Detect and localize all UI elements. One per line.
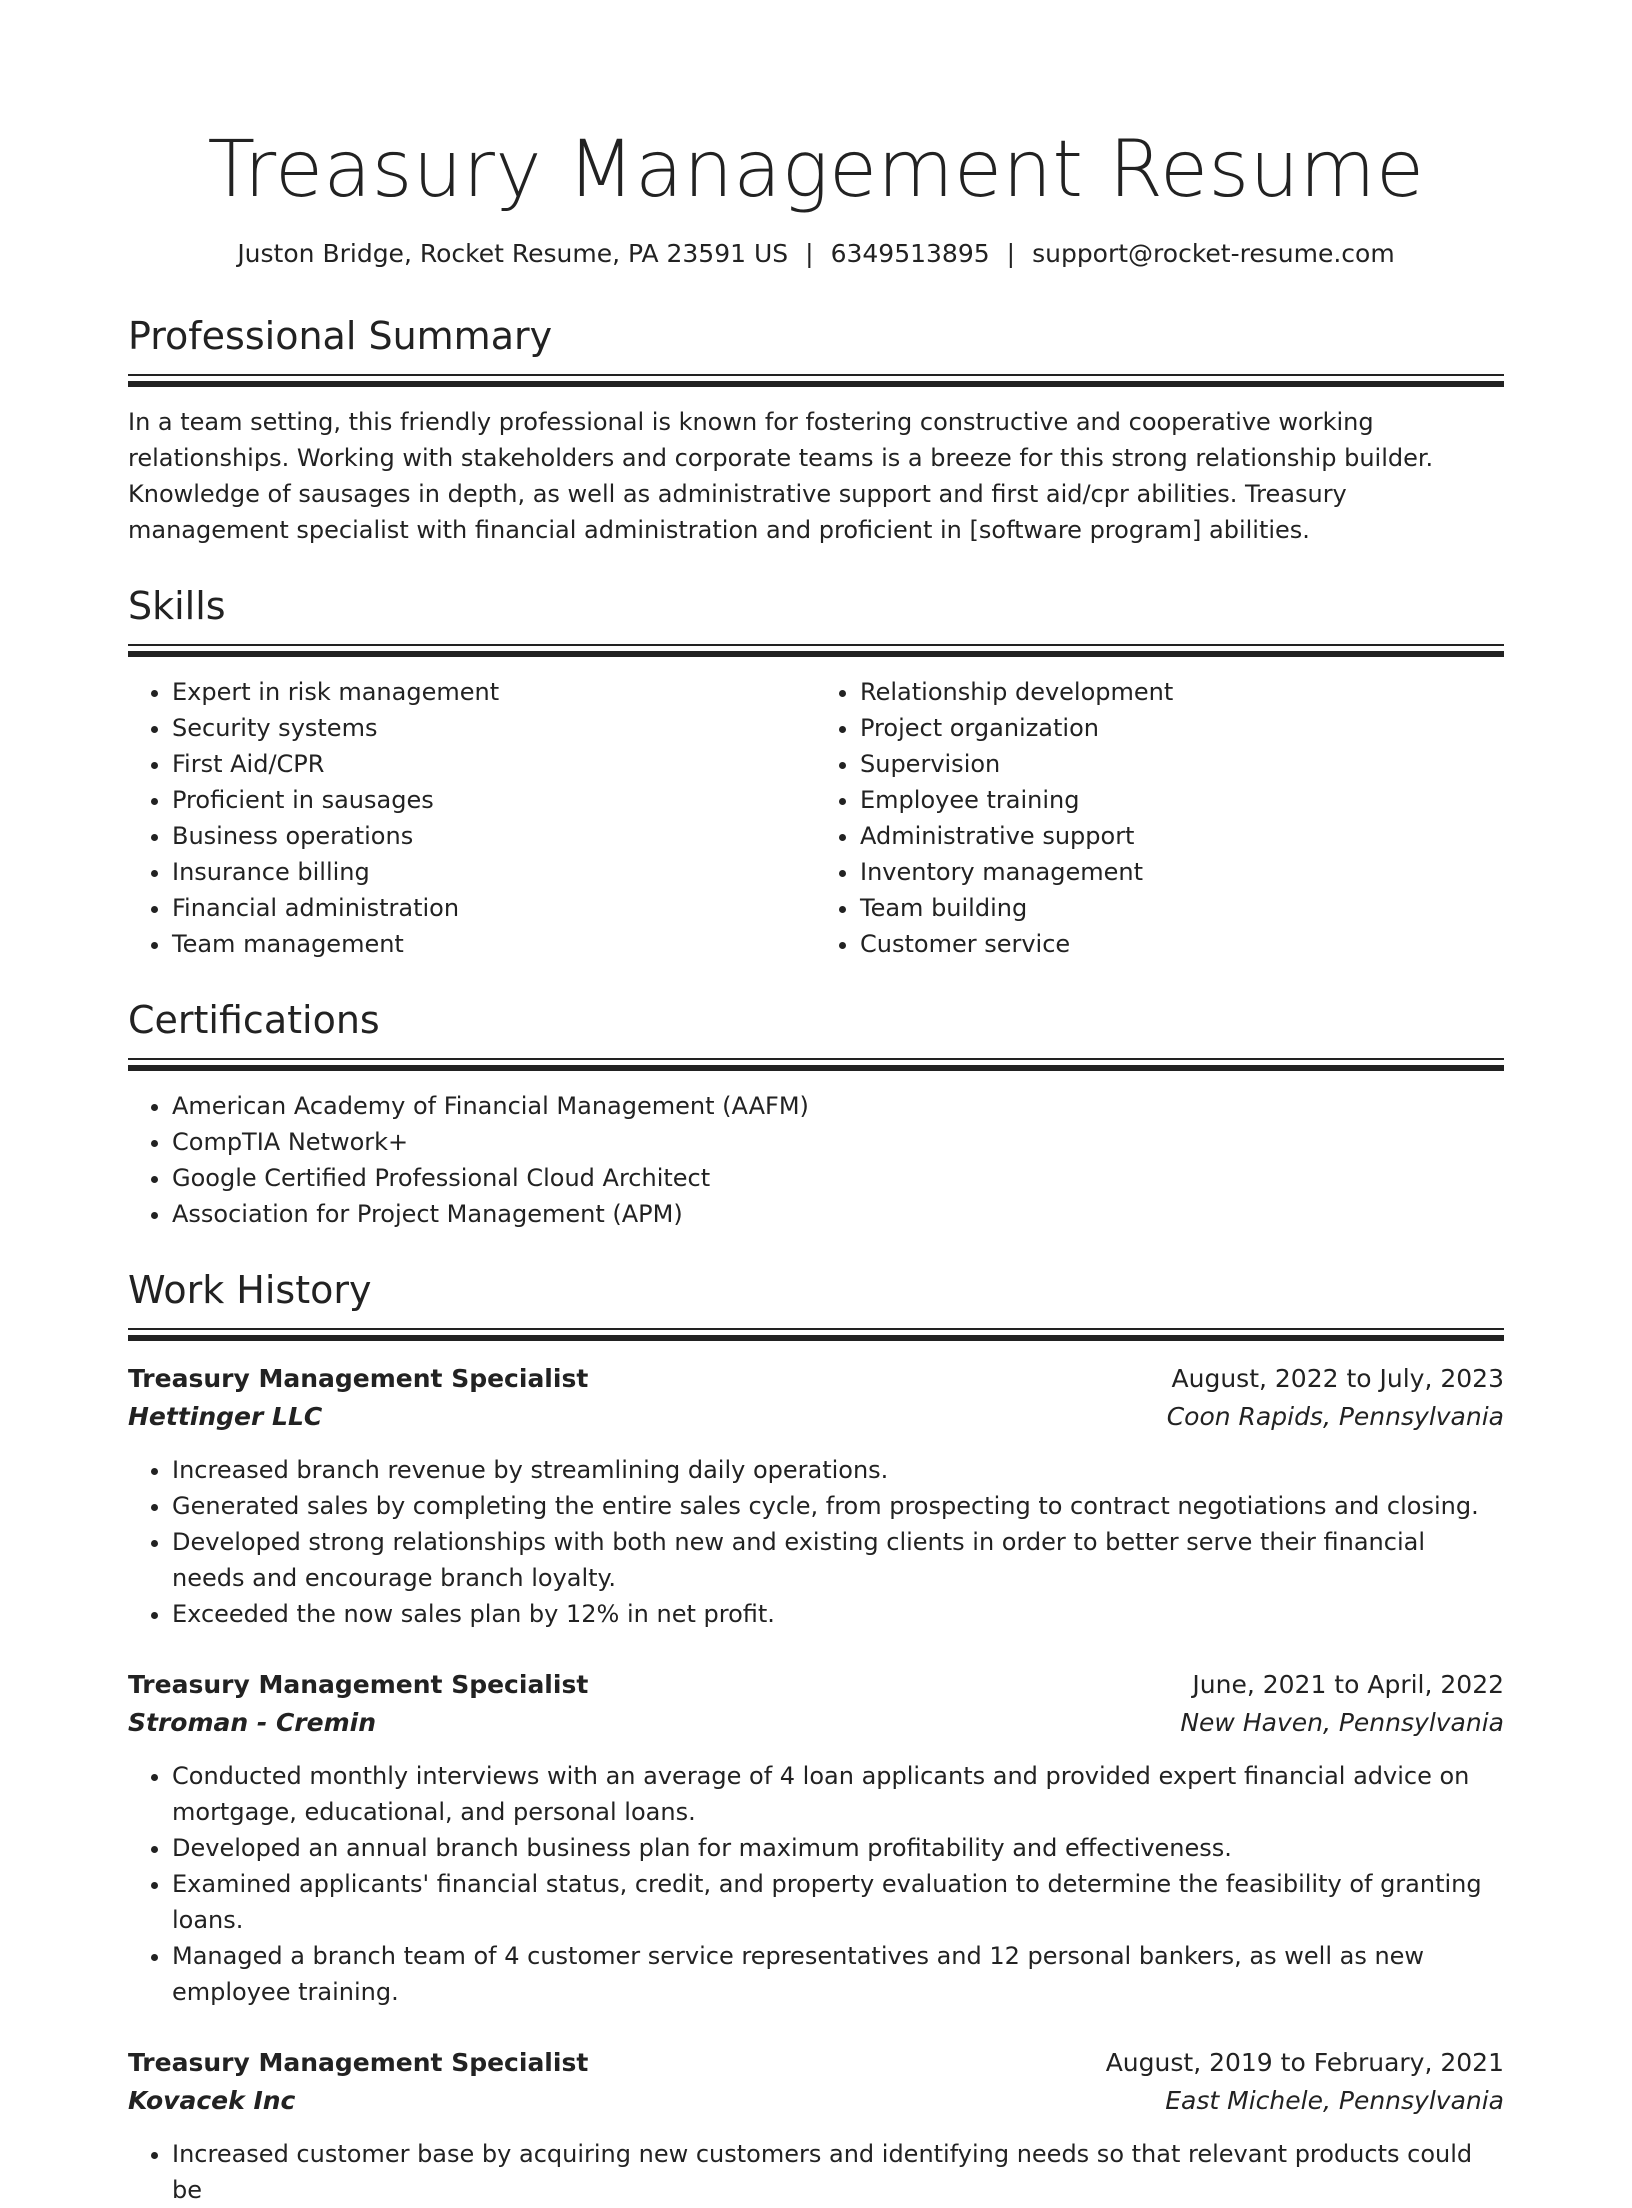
- job-dates: August, 2019 to February, 2021: [1105, 2048, 1504, 2077]
- skill-item: • Project organization: [860, 710, 1504, 746]
- summary-section: [128, 312, 1504, 548]
- job-bullet: • Increased branch revenue by streamlining daily operations.: [172, 1452, 1504, 1488]
- skill-item: • Financial administration: [172, 890, 816, 926]
- job-entry: [128, 1666, 1504, 2010]
- job-entry: [128, 2044, 1504, 2208]
- contact-email[interactable]: support@rocket-resume.com: [1032, 239, 1395, 268]
- skill-item: • Expert in risk management: [172, 674, 816, 710]
- job-subheader: [128, 1398, 1504, 1436]
- section-divider: [128, 1058, 1504, 1072]
- job-subheader: [128, 2082, 1504, 2120]
- work-history-section: [128, 1266, 1504, 2208]
- job-bullets: [128, 1452, 1504, 1632]
- skill-item: • Team management: [172, 926, 816, 962]
- job-bullet: • Developed strong relationships with both new and existing clients in order to better serve their financial needs and encourage branch loyalty.: [172, 1524, 1504, 1596]
- contact-separator: |: [1006, 239, 1016, 268]
- section-heading-work-history: Work History: [128, 1268, 372, 1312]
- skills-columns: [128, 674, 1504, 962]
- summary-text: In a team setting, this friendly professional is known for fostering constructive and cooperative working relationships. Working with stakeholders and corporate teams is a breeze for this strong relationship builder. Knowledge of sausages in depth, as well as administrative support and first aid/cpr abilities. Treasury management specialist with financial administration and proficient in [software program] abilities.: [128, 408, 1434, 544]
- section-heading-skills: Skills: [128, 584, 226, 628]
- job-bullet: • Developed an annual branch business plan for maximum profitability and effectiveness.: [172, 1830, 1504, 1866]
- skill-item: • Customer service: [860, 926, 1504, 962]
- job-location: East Michele, Pennsylvania: [1165, 2086, 1504, 2115]
- contact-phone: 6349513895: [830, 239, 990, 268]
- contact-separator: |: [805, 239, 814, 268]
- certification-item: • Google Certified Professional Cloud Architect: [172, 1160, 1504, 1196]
- job-header: [128, 1666, 1504, 1704]
- job-header: [128, 1360, 1504, 1398]
- certification-item: • CompTIA Network+: [172, 1124, 1504, 1160]
- skills-list-left: [128, 674, 816, 962]
- job-bullet: • Conducted monthly interviews with an average of 4 loan applicants and provided expert financial advice on mortgage, educational, and personal loans.: [172, 1758, 1504, 1830]
- job-bullet: • Exceeded the now sales plan by 12% in net profit.: [172, 1596, 1504, 1632]
- certifications-list: [128, 1088, 1504, 1232]
- job-bullet: • Managed a branch team of 4 customer service representatives and 12 personal bankers, as well as new employee training.: [172, 1938, 1504, 2010]
- job-dates: June, 2021 to April, 2022: [1192, 1670, 1504, 1699]
- skill-item: • Team building: [860, 890, 1504, 926]
- job-subheader: [128, 1704, 1504, 1742]
- certification-item: • American Academy of Financial Management (AAFM): [172, 1088, 1504, 1124]
- skills-section: [128, 582, 1504, 962]
- skill-item: • Inventory management: [860, 854, 1504, 890]
- job-company: Stroman - Cremin: [128, 1708, 377, 1737]
- job-bullet: • Generated sales by completing the entire sales cycle, from prospecting to contract negotiations and closing.: [172, 1488, 1504, 1524]
- skill-item: • Insurance billing: [172, 854, 816, 890]
- job-entry: [128, 1360, 1504, 1632]
- section-heading-summary: Professional Summary: [128, 314, 553, 358]
- skill-item: • Relationship development: [860, 674, 1504, 710]
- contact-line: [128, 236, 1504, 272]
- section-heading-certifications: Certifications: [128, 998, 380, 1042]
- job-location: New Haven, Pennsylvania: [1180, 1708, 1504, 1737]
- job-title: Treasury Management Specialist: [128, 1670, 589, 1699]
- job-bullets: [128, 1758, 1504, 2010]
- resume-title: Treasury Management Resume: [207, 125, 1425, 215]
- skill-item: • First Aid/CPR: [172, 746, 816, 782]
- section-divider: [128, 644, 1504, 658]
- skill-item: • Employee training: [860, 782, 1504, 818]
- job-header: [128, 2044, 1504, 2082]
- job-dates: August, 2022 to July, 2023: [1171, 1364, 1504, 1393]
- job-bullets: [128, 2136, 1504, 2208]
- job-company: Kovacek Inc: [128, 2086, 296, 2115]
- skill-item: • Business operations: [172, 818, 816, 854]
- section-divider: [128, 374, 1504, 388]
- job-location: Coon Rapids, Pennsylvania: [1166, 1402, 1504, 1431]
- skill-item: • Administrative support: [860, 818, 1504, 854]
- skill-item: • Supervision: [860, 746, 1504, 782]
- certification-item: • Association for Project Management (APM): [172, 1196, 1504, 1232]
- certifications-section: [128, 996, 1504, 1232]
- job-title: Treasury Management Specialist: [128, 2048, 589, 2077]
- skill-item: • Proficient in sausages: [172, 782, 816, 818]
- skill-item: • Security systems: [172, 710, 816, 746]
- job-title: Treasury Management Specialist: [128, 1364, 589, 1393]
- skills-list-right: [816, 674, 1504, 962]
- job-bullet: • Examined applicants' financial status, credit, and property evaluation to determine the feasibility of granting loans.: [172, 1866, 1504, 1938]
- job-bullet: • Increased customer base by acquiring new customers and identifying needs so that relevant products could be: [172, 2136, 1504, 2208]
- contact-address: Juston Bridge, Rocket Resume, PA 23591 US: [237, 239, 789, 268]
- resume-content: [128, 118, 1504, 2208]
- section-divider: [128, 1328, 1504, 1342]
- job-company: Hettinger LLC: [128, 1402, 323, 1431]
